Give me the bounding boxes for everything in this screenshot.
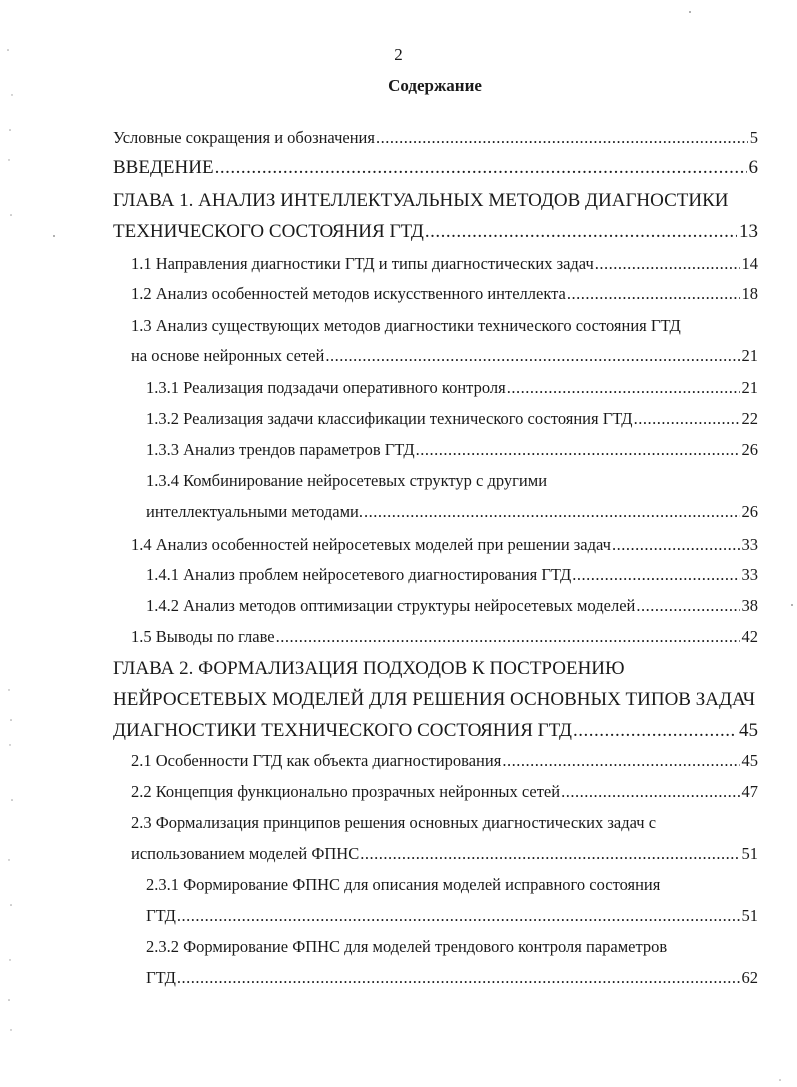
toc-entry-page: 22	[741, 411, 758, 428]
leader-dots	[573, 721, 737, 740]
toc-entry-page: 6	[748, 158, 758, 177]
toc-entry-label: 1.3.1 Реализация подзадачи оперативного контроля	[146, 380, 506, 397]
toc-entry-label: ГТД	[146, 970, 176, 987]
toc-entry-line: 2.3.1 Формирование ФПНС для описания моделей исправного состояния	[146, 875, 661, 894]
toc-entry-line: ГЛАВА 1. АНАЛИЗ ИНТЕЛЛЕКТУАЛЬНЫХ МЕТОДОВ ДИАГНОСТИКИ	[113, 190, 729, 211]
leader-dots	[360, 846, 739, 863]
toc-entry-page: 62	[741, 970, 758, 987]
toc-entry[interactable]	[113, 222, 758, 241]
toc-entry-label: использованием моделей ФПНС	[131, 846, 360, 863]
toc-entry-page: 33	[741, 537, 758, 554]
toc-entry-label: Условные сокращения и обозначения	[113, 130, 375, 147]
toc-entry-label: 1.3.3 Анализ трендов параметров ГТД	[146, 442, 415, 459]
toc-entry[interactable]	[146, 504, 758, 521]
toc-entry-line: 2.3 Формализация принципов решения основных диагностических задач с	[131, 813, 657, 832]
toc-entry-label: 1.4.1 Анализ проблем нейросетевого диагностирования ГТД	[146, 567, 572, 584]
toc-entry[interactable]	[131, 537, 758, 554]
toc-entry-page: 45	[741, 753, 758, 770]
toc-entry[interactable]	[146, 442, 758, 459]
toc-entry-label: 2.2 Концепция функционально прозрачных нейронных сетей	[131, 784, 561, 801]
toc-entry-page: 47	[741, 784, 758, 801]
leader-dots	[567, 286, 740, 303]
leader-dots	[416, 442, 740, 459]
leader-dots	[636, 598, 739, 615]
toc-entry[interactable]	[131, 348, 758, 365]
toc-entry-label: 1.4.2 Анализ методов оптимизации структуры нейросетевых моделей	[146, 598, 636, 615]
toc-entry-page: 21	[741, 380, 758, 397]
leader-dots	[364, 504, 740, 521]
leader-dots	[561, 784, 739, 801]
page-title: Содержание	[388, 76, 482, 95]
toc-entry[interactable]	[131, 784, 758, 801]
toc-entry-page: 51	[741, 908, 758, 925]
toc-entry[interactable]	[113, 158, 758, 177]
leader-dots	[595, 256, 740, 273]
toc-entry-page: 5	[749, 130, 758, 147]
toc-entry[interactable]	[146, 411, 758, 428]
toc-entry-page: 26	[741, 442, 758, 459]
toc-entry-page: 14	[741, 256, 758, 273]
leader-dots	[276, 629, 740, 646]
leader-dots	[507, 380, 740, 397]
toc-entry-label: 1.4 Анализ особенностей нейросетевых моделей при решении задач	[131, 537, 611, 554]
toc-entry-label: 1.5 Выводы по главе	[131, 629, 275, 646]
toc-entry-label: 1.1 Направления диагностики ГТД и типы диагностических задач	[131, 256, 594, 273]
toc-entry-line: 1.3 Анализ существующих методов диагностики технического состояния ГТД	[131, 316, 681, 335]
toc-entry-page: 33	[741, 567, 758, 584]
leader-dots	[572, 567, 739, 584]
toc-entry-label: ДИАГНОСТИКИ ТЕХНИЧЕСКОГО СОСТОЯНИЯ ГТД	[113, 721, 573, 740]
toc-entry[interactable]	[146, 908, 758, 925]
leader-dots	[376, 130, 748, 147]
toc-entry[interactable]	[146, 970, 758, 987]
toc-entry[interactable]	[131, 286, 758, 303]
toc-entry-label: интеллектуальными методами.	[146, 504, 363, 521]
toc-entry[interactable]	[113, 130, 758, 147]
leader-dots	[612, 537, 740, 554]
toc-entry-line: ГЛАВА 2. ФОРМАЛИЗАЦИЯ ПОДХОДОВ К ПОСТРОЕНИЮ	[113, 658, 625, 679]
toc-entry-line: 1.3.4 Комбинирование нейросетевых структур с другими	[146, 471, 548, 490]
toc-entry-page: 26	[741, 504, 758, 521]
toc-entry[interactable]	[131, 753, 758, 770]
leader-dots	[634, 411, 740, 428]
toc-entry-label: ТЕХНИЧЕСКОГО СОСТОЯНИЯ ГТД	[113, 222, 424, 241]
leader-dots	[177, 908, 740, 925]
toc-entry-page: 38	[741, 598, 758, 615]
toc-entry-label: ГТД	[146, 908, 176, 925]
leader-dots	[502, 753, 739, 770]
toc-entry-page: 18	[741, 286, 758, 303]
toc-entry[interactable]	[113, 721, 758, 740]
toc-entry-label: 2.1 Особенности ГТД как объекта диагностирования	[131, 753, 502, 770]
leader-dots	[325, 348, 739, 365]
toc-entry-label: 1.2 Анализ особенностей методов искусственного интеллекта	[131, 286, 566, 303]
leader-dots	[215, 158, 747, 177]
toc-entry-label: на основе нейронных сетей	[131, 348, 325, 365]
toc-entry[interactable]	[131, 256, 758, 273]
toc-entry-label: 1.3.2 Реализация задачи классификации технического состояния ГТД	[146, 411, 633, 428]
toc-entry[interactable]	[146, 567, 758, 584]
toc-entry-page: 51	[741, 846, 758, 863]
toc-entry[interactable]	[146, 380, 758, 397]
toc-entry[interactable]	[146, 598, 758, 615]
toc-entry-line: 2.3.2 Формирование ФПНС для моделей трендового контроля параметров	[146, 937, 668, 956]
toc-entry[interactable]	[131, 629, 758, 646]
toc-entry-page: 45	[739, 721, 758, 740]
toc-entry-page: 42	[741, 629, 758, 646]
page-number: 2	[394, 45, 403, 64]
leader-dots	[177, 970, 740, 987]
leader-dots	[425, 222, 737, 241]
toc-entry-label: ВВЕДЕНИЕ	[113, 158, 214, 177]
toc-entry-page: 13	[739, 222, 758, 241]
toc-entry[interactable]	[131, 846, 758, 863]
toc-entry-line: НЕЙРОСЕТЕВЫХ МОДЕЛЕЙ ДЛЯ РЕШЕНИЯ ОСНОВНЫХ ТИПОВ ЗАДАЧ	[113, 689, 756, 710]
toc-entry-page: 21	[741, 348, 758, 365]
